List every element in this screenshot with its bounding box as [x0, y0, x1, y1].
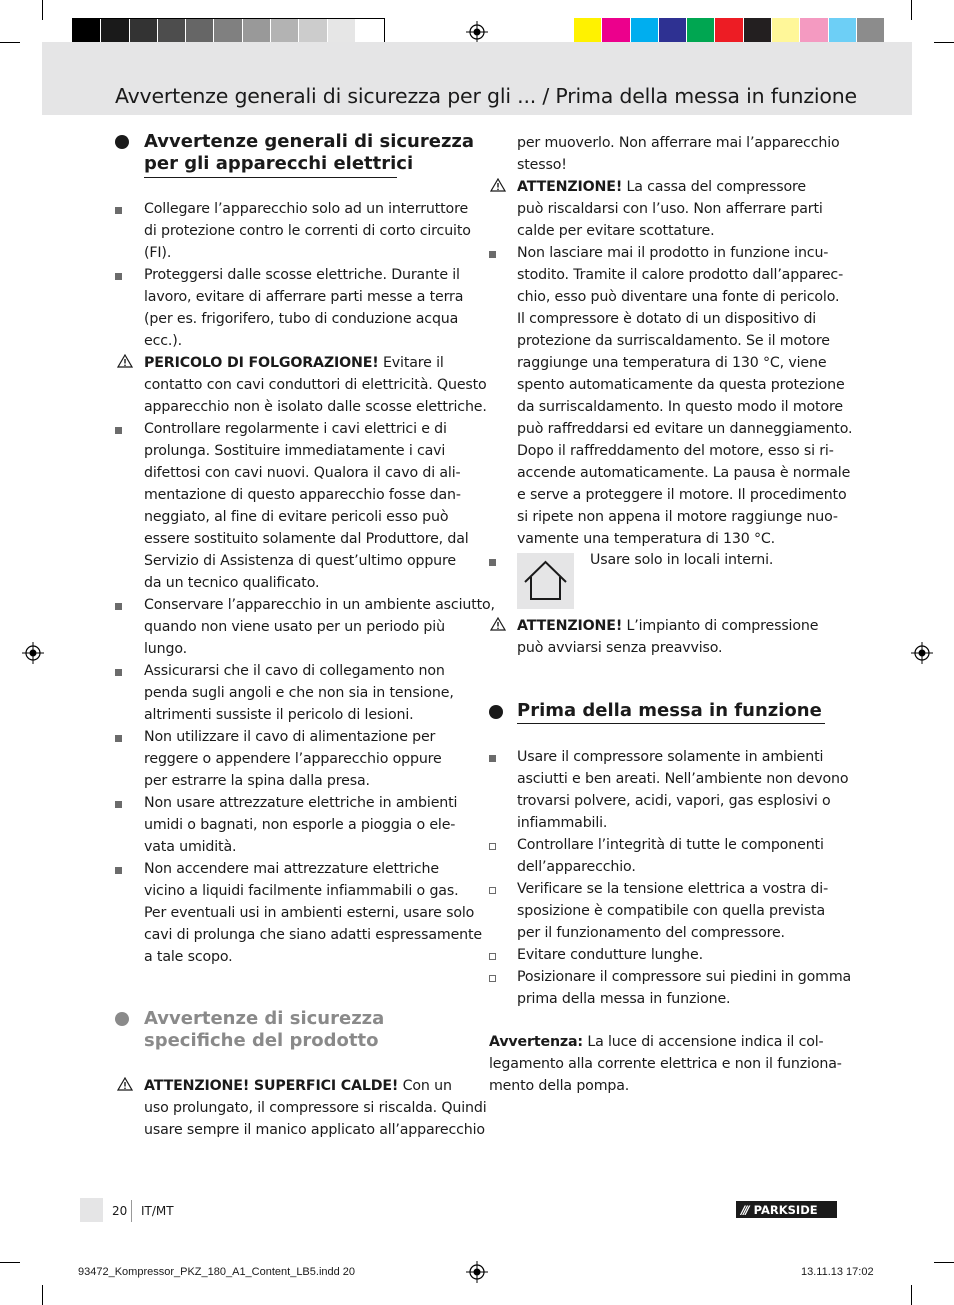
text-line: ecc.).	[144, 333, 182, 349]
text-line: Non utilizzare il cavo di alimentazione per	[144, 729, 436, 745]
brand-slash: ///	[741, 1202, 748, 1217]
text-line: infiammabili.	[517, 815, 608, 831]
text-line: essere sostituito solamente dal Produttore, dal	[144, 531, 469, 547]
text-line: lungo.	[144, 641, 187, 657]
text-line: lavoro, evitare di afferrare parti messe a terra	[144, 289, 464, 305]
text-line: chio, esso può diventare una fonte di pericolo.	[517, 289, 840, 305]
square-bullet-icon	[489, 559, 496, 566]
language-code: IT/MT	[141, 1204, 174, 1218]
text-line: può avviarsi senza preavviso.	[517, 640, 723, 656]
section-underline	[517, 723, 825, 724]
slug-date: 13.11.13 17:02	[801, 1266, 874, 1278]
text-line: Verificare se la tensione elettrica a vostra di-	[517, 881, 829, 897]
text-line: per il funzionamento del compressore.	[517, 925, 785, 941]
section-title: Avvertenze generali di sicurezza	[144, 131, 475, 152]
brand-name: PARKSIDE	[753, 1202, 818, 1217]
text-line: Proteggersi dalle scosse elettriche. Durante il	[144, 267, 460, 283]
square-bullet-icon	[115, 427, 122, 434]
warning-icon	[117, 354, 133, 368]
slug-file: 93472_Kompressor_PKZ_180_A1_Content_LB5.indd 20	[78, 1266, 356, 1278]
warning-label: ATTENZIONE!	[517, 618, 623, 634]
text-line: (per es. frigorifero, tubo di conduzione acqua	[144, 311, 459, 327]
text-line: Per eventuali usi in ambienti esterni, usare solo	[144, 905, 475, 921]
text-line: dell’apparecchio.	[517, 859, 636, 875]
text-line: difettosi con cavi nuovi. Qualora il cavo di ali-	[144, 465, 461, 481]
text-line: mentazione di questo apparecchio fosse dan-	[144, 487, 461, 503]
text-line: umidi o bagnati, non esporle a pioggia o ele-	[144, 817, 456, 833]
text-line: può riscaldarsi con l’uso. Non afferrare parti	[517, 201, 823, 217]
registration-mark-icon	[22, 642, 44, 664]
warning-label: ATTENZIONE!	[517, 179, 623, 195]
warning-icon	[490, 178, 506, 192]
text-line: vata umidità.	[144, 839, 237, 855]
text-line: calde per evitare scottature.	[517, 223, 715, 239]
warning-line	[144, 1075, 452, 1097]
text-line: Conservare l’apparecchio in un ambiente asciutto,	[144, 597, 495, 613]
text-line: da surriscaldamento. In questo modo il motore	[517, 399, 843, 415]
text-line: spento automaticamente da questa protezione	[517, 377, 845, 393]
crop-mark	[934, 42, 954, 43]
text-line: Controllare l’integrità di tutte le componenti	[517, 837, 824, 853]
square-bullet-icon	[115, 207, 122, 214]
text-line: stesso!	[517, 157, 567, 173]
warning-label: PERICOLO DI FOLGORAZIONE!	[144, 355, 379, 371]
checkbox-bullet-icon	[489, 953, 496, 960]
warning-line	[489, 1031, 824, 1053]
warning-icon	[490, 617, 506, 631]
text-line: raggiunge una temperatura di 130 °C, viene	[517, 355, 827, 371]
text-line: Evitare condutture lunghe.	[517, 947, 703, 963]
text-line: sposizione è compatibile con quella prevista	[517, 903, 826, 919]
text-line: accende automaticamente. La pausa è normale	[517, 465, 851, 481]
text-line: (FI).	[144, 245, 172, 261]
section-bullet-icon	[115, 1012, 129, 1026]
text-line: da un tecnico qualificato.	[144, 575, 320, 591]
crop-mark	[911, 1285, 912, 1305]
text-line: reggere o appendere l’apparecchio oppure	[144, 751, 442, 767]
square-bullet-icon	[115, 669, 122, 676]
checkbox-bullet-icon	[489, 975, 496, 982]
square-bullet-icon	[489, 755, 496, 762]
text-line: per estrarre la spina dalla presa.	[144, 773, 370, 789]
text-line: uso prolungato, il compressore si riscalda. Quindi	[144, 1100, 487, 1116]
text-line: quando non viene usato per un periodo più	[144, 619, 445, 635]
text-line: Usare il compressore solamente in ambienti	[517, 749, 824, 765]
text-line: Dopo il raffreddamento del motore, esso si ri-	[517, 443, 834, 459]
crop-mark	[42, 1285, 43, 1305]
section-underline	[144, 177, 397, 178]
text-line: per muoverlo. Non afferrare mai l’apparecchio	[517, 135, 840, 151]
text-line: Non usare attrezzature elettriche in ambienti	[144, 795, 458, 811]
crop-mark	[42, 0, 43, 20]
text-line: vicino a liquidi facilmente infiammabili o gas.	[144, 883, 459, 899]
square-bullet-icon	[115, 867, 122, 874]
text-line: usare sempre il manico applicato all’apparecchio	[144, 1122, 485, 1138]
indoor-use-icon	[517, 553, 574, 609]
warning-text: L’impianto di compressione	[622, 618, 819, 634]
checkbox-bullet-icon	[489, 887, 496, 894]
crop-mark	[0, 1262, 20, 1263]
square-bullet-icon	[489, 251, 496, 258]
text-line: neggiato, al fine di evitare pericoli esso può	[144, 509, 449, 525]
text-line: cavi di prolunga che siano adatti espressamente	[144, 927, 482, 943]
text-line: di protezione contro le correnti di corto circuito	[144, 223, 471, 239]
square-bullet-icon	[115, 735, 122, 742]
registration-mark-icon	[466, 1261, 488, 1283]
warning-line	[517, 176, 806, 198]
text-line: protezione da surriscaldamento. Se il motore	[517, 333, 830, 349]
warning-label: ATTENZIONE! SUPERFICI CALDE!	[144, 1078, 399, 1094]
square-bullet-icon	[115, 603, 122, 610]
crop-mark	[0, 42, 20, 43]
footer-tab	[80, 1198, 103, 1222]
square-bullet-icon	[115, 801, 122, 808]
section-bullet-icon	[489, 705, 503, 719]
warning-text: Con un	[398, 1078, 452, 1094]
registration-mark-icon	[911, 642, 933, 664]
section-title: per gli apparecchi elettrici	[144, 153, 414, 174]
text-line: mento della pompa.	[489, 1078, 630, 1094]
text-line: altrimenti sussiste il pericolo di lesioni.	[144, 707, 414, 723]
warning-text: Evitare il	[378, 355, 444, 371]
crop-mark	[911, 0, 912, 20]
text-line: si ripete non appena il motore raggiunge nuo-	[517, 509, 838, 525]
warning-text: La luce di accensione indica il col-	[582, 1034, 824, 1050]
section-bullet-icon	[115, 135, 129, 149]
page-number: 20	[112, 1204, 128, 1218]
text-line: a tale scopo.	[144, 949, 233, 965]
text-line: vamente una temperatura di 130 °C.	[517, 531, 776, 547]
text-line: trovarsi polvere, acidi, vapori, gas esplosivi o	[517, 793, 831, 809]
text-line: prima della messa in funzione.	[517, 991, 731, 1007]
checkbox-bullet-icon	[489, 843, 496, 850]
footer-divider	[131, 1200, 132, 1222]
text-line: prolunga. Sostituire immediatamente i cavi	[144, 443, 446, 459]
text-line: stodito. Tramite il calore prodotto dall’apparec-	[517, 267, 844, 283]
brand-logo	[736, 1201, 837, 1218]
square-bullet-icon	[115, 273, 122, 280]
section-title: specifiche del prodotto	[144, 1030, 379, 1051]
text-line: Non accendere mai attrezzature elettriche	[144, 861, 439, 877]
text-line: asciutti e ben areati. Nell’ambiente non devono	[517, 771, 849, 787]
text-line: Servizio di Assistenza di quest’ultimo oppure	[144, 553, 456, 569]
text-line: contatto con cavi conduttori di elettricità. Questo	[144, 377, 487, 393]
section-title: Prima della messa in funzione	[517, 700, 822, 721]
text-line: Assicurarsi che il cavo di collegamento non	[144, 663, 445, 679]
registration-mark-icon	[466, 21, 488, 43]
text-line: Posizionare il compressore sui piedini in gomma	[517, 969, 852, 985]
text-line: Non lasciare mai il prodotto in funzione incu-	[517, 245, 829, 261]
text-line: può raffreddarsi ed evitare un danneggiamento.	[517, 421, 853, 437]
crop-mark	[934, 1262, 954, 1263]
text-line: e serve a proteggere il motore. Il procedimento	[517, 487, 847, 503]
page-title: Avvertenze generali di sicurezza per gli ... / Prima della messa in funzione	[115, 84, 857, 108]
warning-icon	[117, 1077, 133, 1091]
warning-line	[517, 615, 818, 637]
text-line: Controllare regolarmente i cavi elettrici e di	[144, 421, 447, 437]
text-line: Usare solo in locali interni.	[590, 552, 774, 568]
text-line: legamento alla corrente elettrica e non il funziona-	[489, 1056, 842, 1072]
text-line: Il compressore è dotato di un dispositivo di	[517, 311, 817, 327]
text-line: apparecchio non è isolato dalle scosse elettriche.	[144, 399, 487, 415]
warning-line	[144, 352, 444, 374]
warning-label: Avvertenza:	[489, 1034, 583, 1050]
warning-text: La cassa del compressore	[622, 179, 806, 195]
text-line: Collegare l’apparecchio solo ad un interruttore	[144, 201, 469, 217]
section-title: Avvertenze di sicurezza	[144, 1008, 385, 1029]
text-line: penda sugli angoli e che non sia in tensione,	[144, 685, 454, 701]
